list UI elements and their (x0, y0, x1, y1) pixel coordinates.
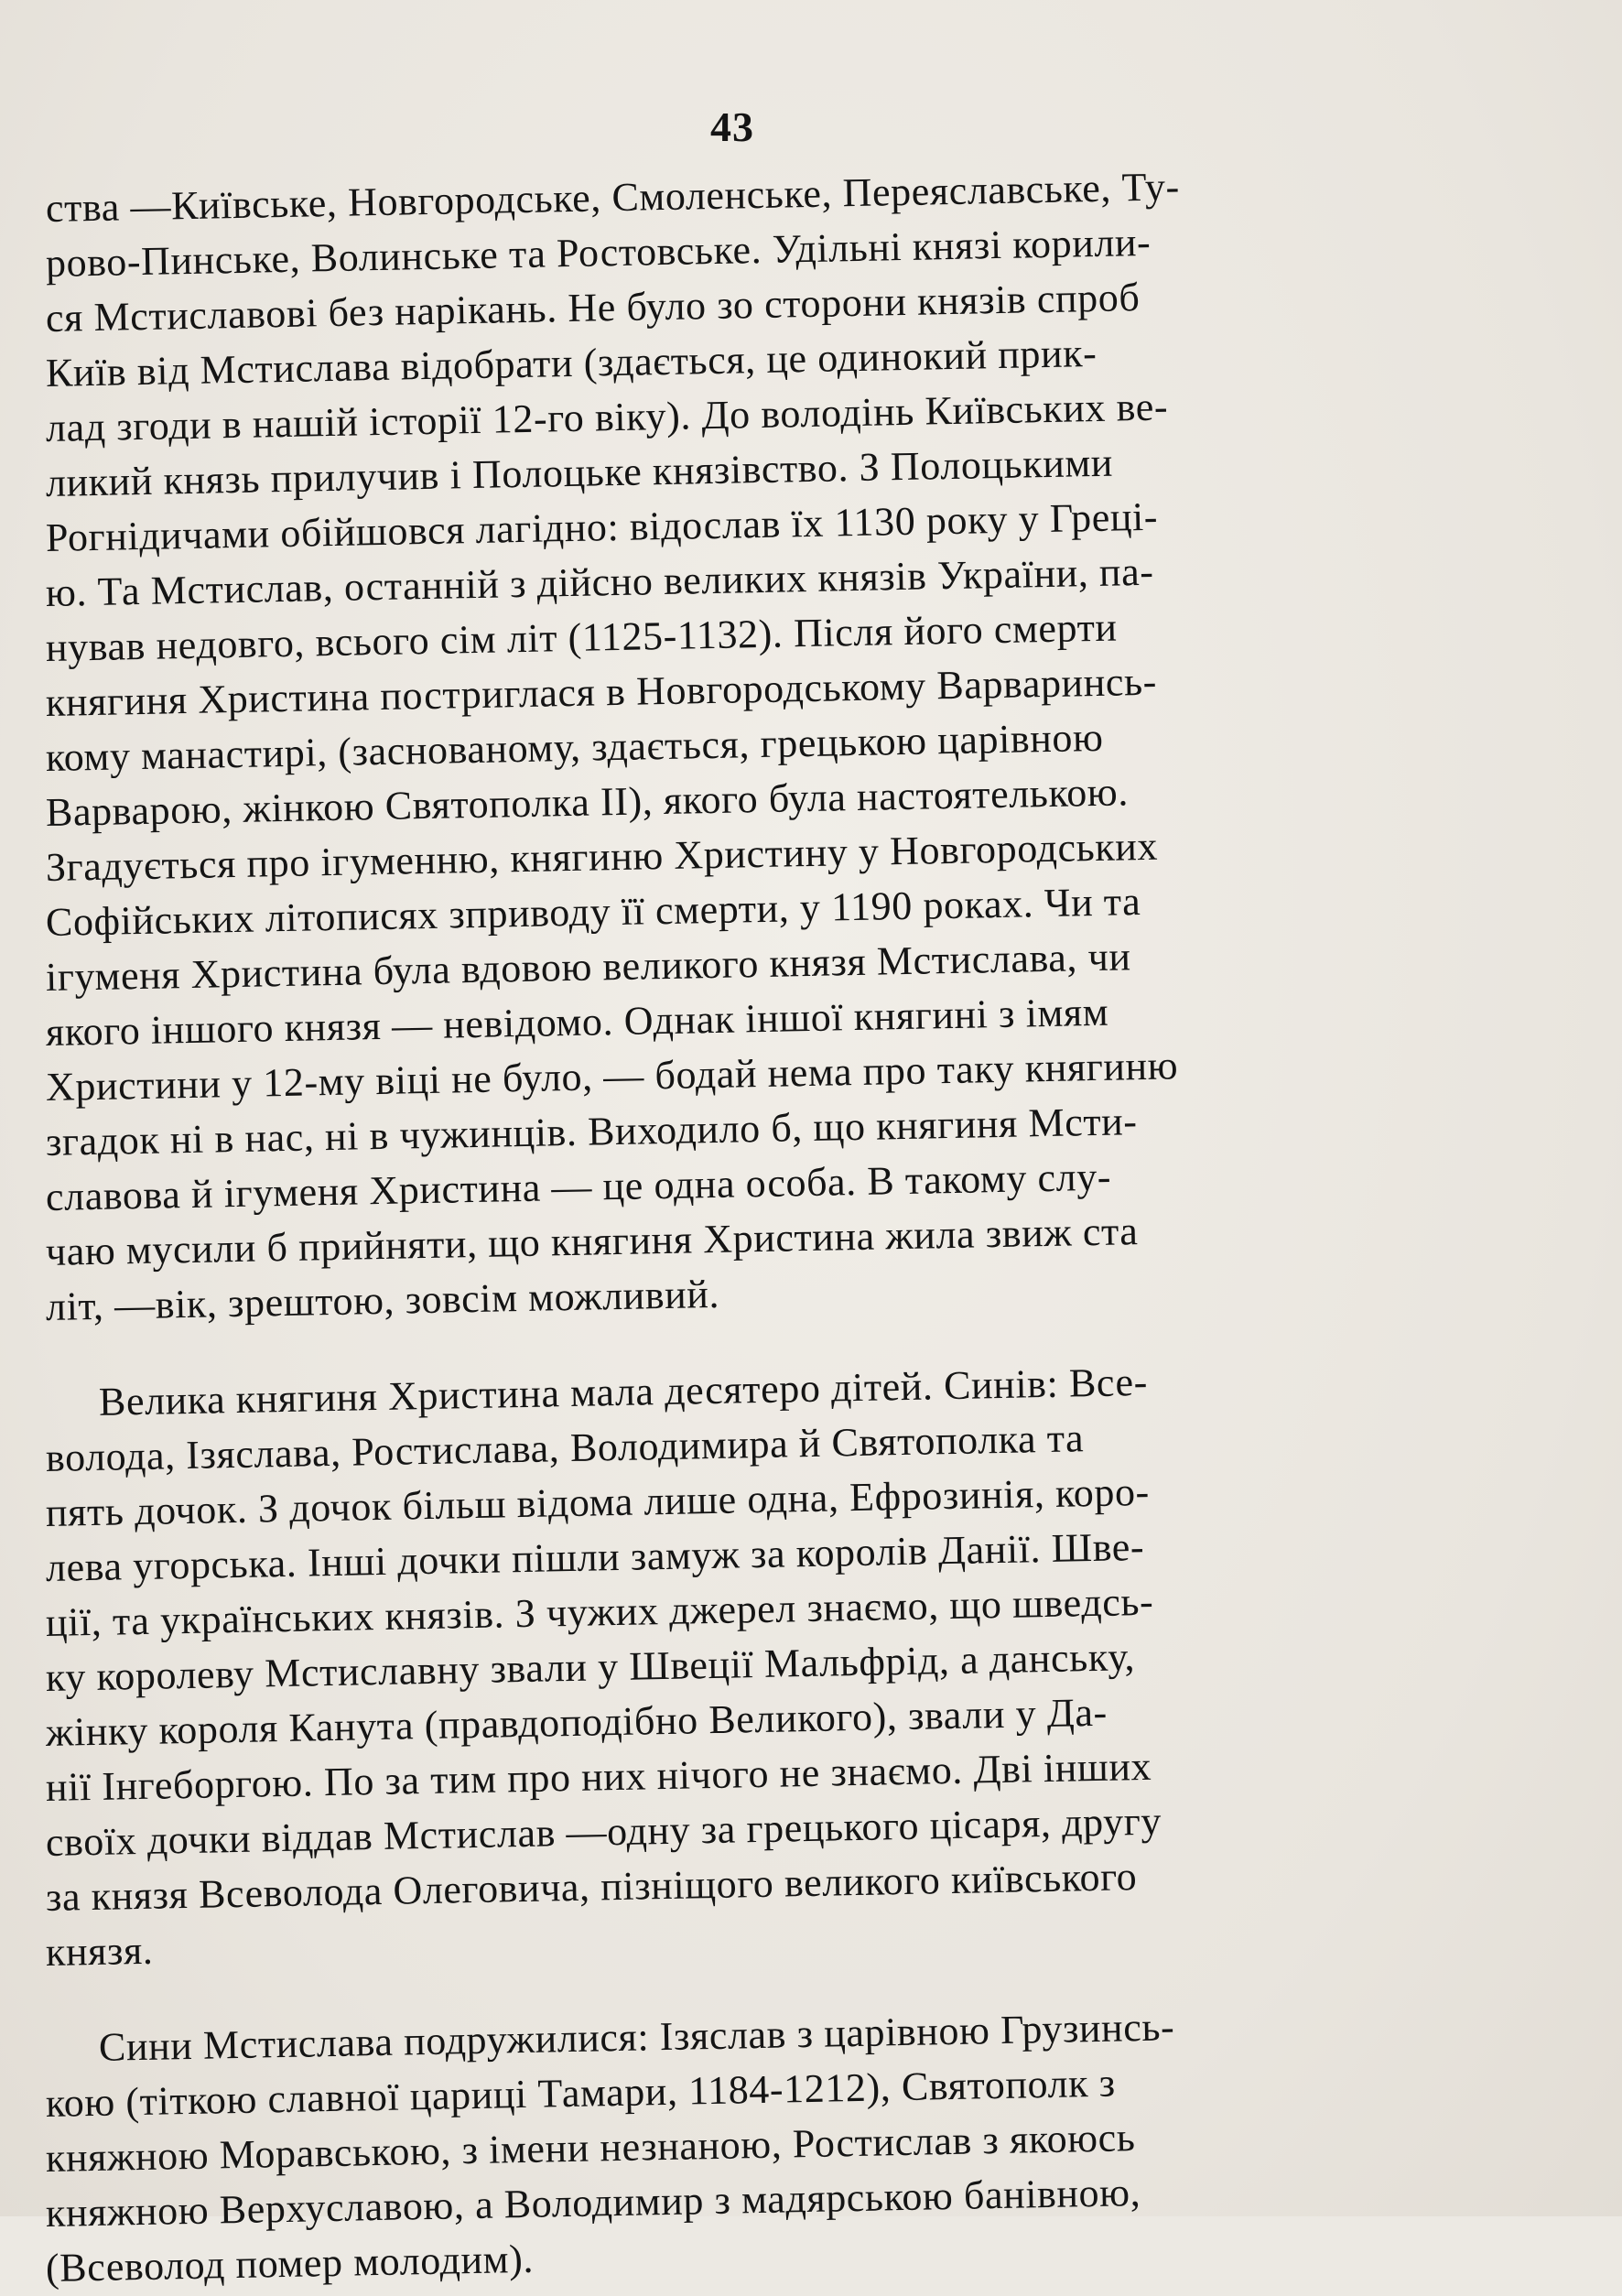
text-line: ства —Київське, Новгородське, Смоленське, Переяславське, Ту- (45, 164, 1181, 231)
text-line: літ, —вік, зрештою, зовсім можливий. (45, 1271, 720, 1329)
text-line: лева угорська. Інші дочки пішли замуж за королів Данії. Шве- (45, 1523, 1145, 1590)
text-line: нував недовго, всього сім літ (1125-1132). Після його смерти (45, 604, 1118, 670)
text-line: княгиня Христина постриглася в Новгородському Варваринсь- (45, 658, 1158, 725)
text-line: чаю мусили б прийняти, що княгиня Христина жила звиж ста (45, 1208, 1139, 1274)
text-line: Варварою, жінкою Святополка II), якого була настоятелькою. (45, 769, 1130, 835)
text-line: княжною Верхуславою, а Володимир з мадярською банівною, (45, 2170, 1141, 2236)
text-line: згадок ні в нас, ні в чужинців. Виходило б, що княгиня Мсти- (45, 1099, 1138, 1164)
text-line: нії Інгеборгою. По за тим про них нічого не знаємо. Дві інших (45, 1743, 1152, 1810)
text-line: Київ від Мстислава відобрати (здається, це одинокий прик- (45, 330, 1098, 395)
text-line: кою (тіткою славної цариці Тамари, 1184-1212), Святополк з (45, 2060, 1117, 2126)
text-line: пять дочок. З дочок більш відома лише одна, Ефрозинія, коро- (45, 1468, 1151, 1535)
text-line: жінку короля Канута (правдоподібно Великого), звали у Да- (45, 1689, 1108, 1755)
paragraph (45, 2004, 1474, 2296)
body-text (45, 164, 1474, 2296)
text-line: Сини Мстислава подружилися: Ізяслав з царівною Грузинсь- (98, 2004, 1175, 2070)
text-line: славова й ігуменя Христина — це одна особа. В такому слу- (45, 1153, 1112, 1219)
text-line: Софійських літописях зприводу її смерти, у 1190 роках. Чи та (45, 879, 1141, 945)
text-line: ку королеву Мстиславну звали у Швеції Мальфрід, а данську, (45, 1634, 1136, 1700)
text-line: княжною Моравською, з імени незнаною, Ростислав з якоюсь (45, 2115, 1136, 2181)
page-number: 43 (710, 103, 754, 150)
text-line: ції, та українських князів. З чужих джерел знаємо, що шведсь- (45, 1578, 1154, 1645)
text-line: (Всеволод помер молодим). (45, 2236, 535, 2291)
text-line: ігуменя Христина була вдовою великого князя Мстислава, чи (45, 934, 1131, 1000)
paragraph (45, 1359, 1474, 1980)
paragraph (45, 164, 1474, 1335)
text-line: ю. Та Мстислав, останній з дійсно великих князів України, па- (45, 548, 1154, 615)
text-line: рово-Пинське, Волинське та Ростовське. Удільні князі корили- (45, 219, 1152, 286)
text-line: Згадується про ігуменню, княгиню Христину у Новгородських (45, 823, 1159, 890)
text-line: ся Мстиславові без нарікань. Не було зо сторони князів спроб (45, 275, 1141, 341)
text-line: Христини у 12-му віці не було, — бодай нема про таку княгиню (45, 1043, 1179, 1110)
text-line: Велика княгиня Христина мала десятеро дітей. Синів: Все- (98, 1359, 1149, 1424)
text-line: князя. (45, 1927, 154, 1975)
text-line: за князя Всеволода Олеговича, пізніщого великого київського (45, 1854, 1138, 1920)
text-line: лад згоди в нашій історії 12-го віку). До володінь Київських ве- (45, 384, 1169, 450)
text-line: Рогнідичами обійшовся лагідно: відослав їх 1130 року у Греці- (45, 493, 1159, 560)
text-line: волода, Ізяслава, Ростислава, Володимира й Святополка та (45, 1415, 1085, 1480)
text-line: ликий князь прилучив і Полоцьке князівство. З Полоцькими (45, 439, 1114, 505)
text-line: кому манастирі, (заснованому, здається, грецькою царівною (45, 714, 1104, 780)
text-line: якого іншого князя — невідомо. Однак іншої княгині з імям (45, 989, 1109, 1055)
text-line: своїх дочки віддав Мстислав —одну за грецького цісаря, другу (45, 1798, 1162, 1865)
